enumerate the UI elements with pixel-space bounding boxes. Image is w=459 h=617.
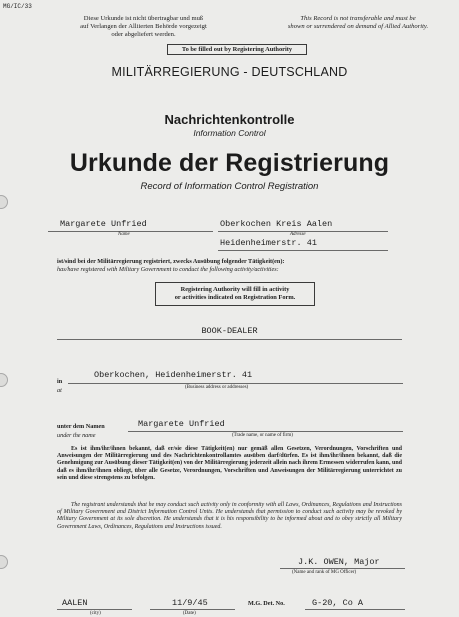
address-line-2 [218, 250, 388, 251]
document-title-de: Urkunde der Registrierung [69, 149, 390, 177]
section-title-de: Nachrichtenkontrolle [164, 112, 295, 127]
city-label: (city) [90, 611, 101, 616]
name-label: Name [118, 232, 130, 237]
name-line [48, 231, 213, 232]
form-code: MG/IC/33 [3, 3, 32, 10]
paragraph-english: The registrant understands that he may conduct such activity only in conformity with all Laws, Ordinances, Regulations and Instructions of Military Government and District Information Control Units. He understands that permission to conduct such activity may be revoked by Military Government at its sole discretion. He understands that it is his responsibility to be informed about and to obey strictly all Military Government Laws, Ordinances, Regulations and Instructions issued. [57, 502, 402, 530]
city-line [57, 609, 132, 610]
location-label: (Business address or addresses) [185, 385, 249, 390]
signature-line [280, 568, 405, 569]
notice-english [262, 15, 454, 31]
section-title-en: Information Control [193, 128, 266, 138]
punch-hole-icon [0, 555, 8, 569]
address-value-2: Heidenheimerstr. 41 [220, 238, 317, 248]
punch-hole-icon [0, 195, 8, 209]
activity-line [57, 339, 402, 340]
location-prefix-en: at [57, 387, 62, 394]
notice-english-line: shown or surrendered on demand of Allied Authority. [287, 22, 429, 30]
det-line [305, 609, 405, 610]
address-label: Adresse [290, 232, 306, 237]
location-prefix-de: in [57, 378, 63, 385]
trade-name-prefix-de: unter dem Namen [57, 423, 105, 430]
trade-name-line [128, 431, 403, 432]
location-line [68, 383, 403, 384]
authority-box-label: To be filled out by Registering Authority [181, 46, 293, 53]
officer-signature-value: J.K. OWEN, Major [298, 557, 380, 567]
paragraph-german: Es ist ihm/ihr/ihnen bekannt, daß er/sie diese Tätigkeit(en) nur gemäß allen Gesetzen, Verordnungen, Vorschriften und Anweisungen der Militärregierung und des Nachrichtenkontrollamtes ausüben darf/dürfen. Es ist ihm/ihr/ihnen bekannt, daß die Genehmigung zur Ausübung dieser Tätigkeit(en) von der Militärregierung jederzeit allein nach ihrem Ermessen widerrufen kann, und daß es ihm/ihr/ihnen obliegt, über alle Gesetze, Verordnungen, Vorschriften und Anweisungen der Militärregierung unterrichtet zu sein und diese strengstens zu befolgen. [57, 446, 402, 481]
det-label: M.G. Det. No. [248, 600, 285, 607]
det-value: G-20, Co A [312, 598, 364, 608]
officer-label: (Name and rank of MG Officer) [292, 570, 357, 575]
location-value: Oberkochen, Heidenheimerstr. 41 [94, 370, 253, 380]
notice-german-line: Diese Urkunde ist nicht übertragbar und muß [83, 15, 204, 22]
date-label: (Date) [183, 611, 196, 616]
name-value: Margarete Unfried [60, 219, 147, 229]
activity-instruction-box [155, 282, 315, 306]
activity-instruction-line: Registering Authority will fill in activity [180, 286, 290, 293]
activity-instruction-line: or activities indicated on Registration Form. [174, 294, 296, 301]
trade-name-prefix-en: under the name [57, 432, 96, 439]
address-value-1: Oberkochen Kreis Aalen [220, 219, 333, 229]
notice-german [56, 15, 231, 38]
city-value: AALEN [62, 598, 88, 608]
government-heading: MILITÄRREGIERUNG - DEUTSCHLAND [111, 65, 348, 79]
punch-hole-icon [0, 373, 8, 387]
date-value: 11/9/45 [172, 598, 208, 608]
trade-name-label: (Trade name, or name of firm) [232, 433, 293, 438]
activity-statement-de: ist/sind bei der Militärregierung registriert, zwecks Ausübung folgender Tätigkeit(en): [57, 258, 285, 265]
trade-name-value: Margarete Unfried [138, 419, 225, 429]
document-title-en: Record of Information Control Registration [140, 181, 319, 192]
activity-statement-en: has/have registered with Military Government to conduct the following activity/activities: [57, 266, 279, 273]
authority-box [167, 44, 307, 55]
notice-english-line: This Record is not transferable and must be [300, 15, 416, 22]
notice-german-line: auf Verlangen der Alliierten Behörde vorgezeigt [80, 22, 207, 30]
activity-value: BOOK-DEALER [201, 326, 258, 336]
notice-german-line: oder abgeliefert werden. [111, 30, 176, 38]
date-line [150, 609, 235, 610]
